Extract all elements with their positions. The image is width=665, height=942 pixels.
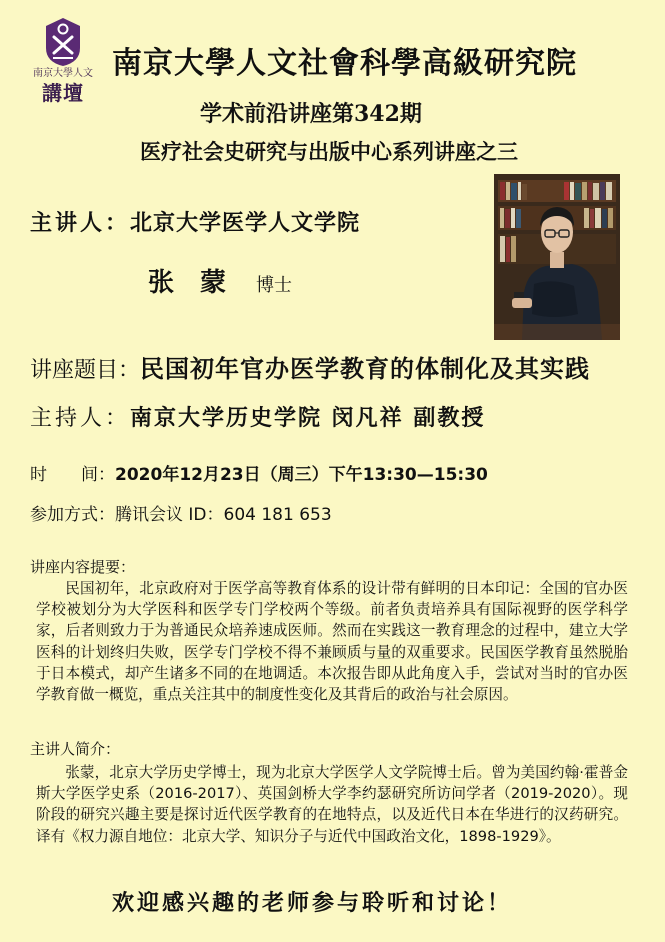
lecture-series: 学术前沿讲座第342期: [200, 101, 422, 127]
topic-value: 民国初年官办医学教育的体制化及其实践: [140, 354, 591, 383]
speaker-label: 主讲人：: [30, 211, 131, 236]
host-row: [30, 401, 485, 432]
topic-row: [30, 349, 590, 384]
abstract-text: 民国初年，北京政府对于医学高等教育体系的设计带有鲜明的日本印记：全国的官办医学校被划分为大学医科和医学专门学校两个等级。前者负责培养具有国际视野的医学科学家，后者则致力于为普通民众培养速成医师。然而在实践这一教育理念的过程中，建立大学医科的计划终归失败，医学专门学校不得不兼顾质与量的双重要求。民国医学教育虽然脱胎于日本模式，却产生诸多不同的在地调适。本次报告即从此角度入手，尝试对当时的官办医学教育做一概览，重点关注其中的制度性变化及其背后的政治与社会原因。: [36, 580, 628, 704]
abstract-heading: 讲座内容提要：: [30, 558, 136, 576]
time-label: 时 间：: [30, 465, 115, 485]
bio-text: 张蒙，北京大学历史学博士，现为北京大学医学人文学院博士后。曾为美国约翰·霍普金斯大学医学史系（2016-2017）、英国剑桥大学李约瑟研究所访问学者（2019-2020）。现阶段的研究兴趣主要是探讨近代医学教育的在地特点，以及近代日本在华进行的汉药研究。译有《权力源自地位：北京大学、知识分子与近代中国政治文化，1898-1929》。: [36, 764, 628, 845]
logo-name: 講壇: [42, 81, 84, 105]
host-value: 南京大学历史学院 闵凡祥 副教授: [130, 405, 486, 431]
speaker-name-row: [148, 262, 292, 299]
speaker-title: 博士: [256, 275, 293, 296]
logo-emblem-icon: [43, 18, 83, 66]
lecture-logo: [30, 18, 96, 110]
speaker-row: [30, 206, 360, 237]
bio-heading: 主讲人简介：: [30, 740, 121, 758]
speaker-photo: [494, 174, 620, 340]
speaker-affiliation: 北京大学医学人文学院: [130, 211, 361, 236]
host-label: 主持人：: [30, 406, 131, 431]
time-value: 2020年12月23日（周三）下午13:30—15:30: [115, 465, 488, 485]
time-row: [30, 460, 488, 485]
speaker-name: 张蒙: [148, 268, 253, 298]
method-row: [30, 500, 332, 525]
method-label: 参加方式：: [30, 505, 115, 525]
topic-label: 讲座题目：: [30, 358, 141, 383]
closing-invitation: 欢迎感兴趣的老师参与聆听和讨论！: [112, 890, 513, 916]
lecture-subseries: 医疗社会史研究与出版中心系列讲座之三: [140, 139, 518, 164]
method-value: 腾讯会议 ID：604 181 653: [115, 505, 332, 525]
institute-title: 南京大學人文社會科學高級研究院: [112, 46, 577, 81]
logo-subtitle: 南京大學人文: [33, 68, 93, 79]
